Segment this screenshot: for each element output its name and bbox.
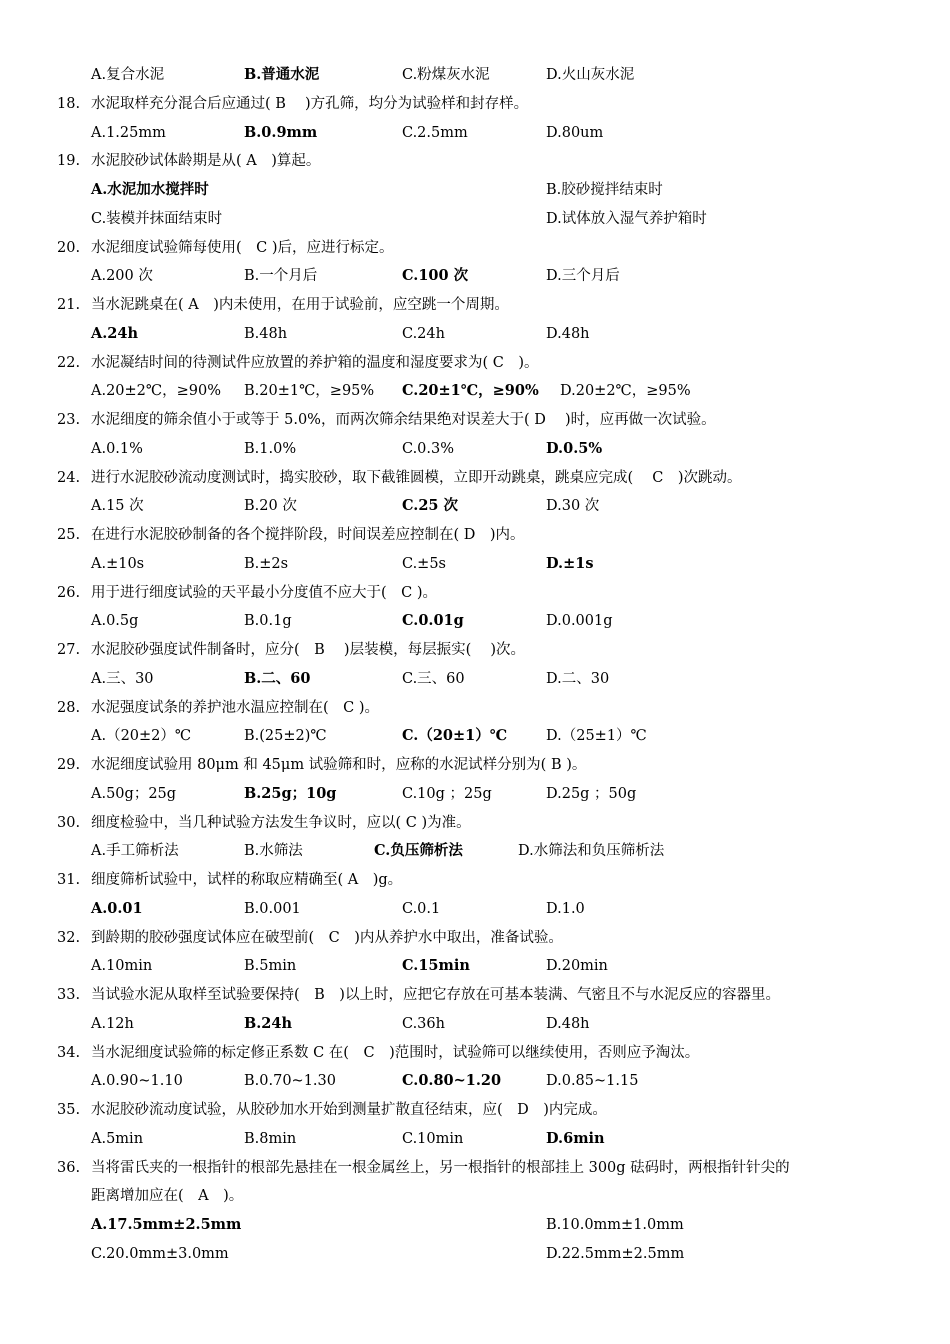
question-number: 33. — [57, 987, 81, 1003]
options-row — [0, 176, 950, 205]
question-text: 水泥胶砂强度试件制备时，应分( B )层装模，每层振实( )次。 — [91, 642, 525, 658]
answer-option: B.10.0mm±1.0mm — [546, 1217, 684, 1233]
options-row — [0, 205, 950, 234]
answer-option: A.5min — [91, 1130, 144, 1147]
question-line — [0, 924, 950, 953]
answer-option: D.20min — [546, 958, 608, 975]
options-row — [0, 722, 950, 751]
options-row — [0, 607, 950, 636]
question-line — [0, 147, 950, 176]
question-number: 29. — [57, 757, 81, 773]
question-line — [0, 866, 950, 895]
question-text: 细度筛析试验中，试样的称取应精确至( A )g。 — [91, 872, 403, 888]
answer-option: B.一个月后 — [244, 268, 318, 285]
question-number: 31. — [57, 872, 81, 888]
answer-option: B.20±1℃，≥95% — [244, 383, 375, 400]
answer-option: A.15 次 — [91, 498, 144, 515]
answer-option: A.20±2℃，≥90% — [91, 383, 222, 400]
question-text: 当试验水泥从取样至试验要保持( B )以上时，应把它存放在可基本装满、气密且不与水泥反应的容器里。 — [91, 987, 780, 1003]
answer-option: A.水泥加水搅拌时 — [91, 181, 209, 198]
answer-option: B.二、60 — [244, 669, 311, 687]
answer-option: D.三个月后 — [546, 268, 620, 285]
answer-option: C.10g ；25g — [402, 785, 492, 802]
question-number: 30. — [57, 814, 81, 831]
question-text: 距离增加应在( A )。 — [91, 1188, 244, 1205]
question-line — [0, 1182, 950, 1211]
answer-option: B.±2s — [244, 555, 289, 572]
question-line — [0, 521, 950, 550]
answer-option: D.0.5% — [546, 439, 603, 457]
options-row — [0, 1211, 950, 1240]
answer-option: C.20.0mm±3.0mm — [91, 1245, 229, 1262]
answer-option: A.1.25mm — [91, 124, 166, 141]
answer-option: D.6min — [546, 1129, 605, 1147]
question-number: 25. — [57, 527, 81, 543]
answer-option: C.0.80~1.20 — [402, 1072, 502, 1090]
answer-option: D.80um — [546, 124, 604, 141]
answer-option: C.0.3% — [402, 440, 455, 457]
question-number: 18. — [57, 95, 81, 112]
answer-option: C.15min — [402, 957, 470, 975]
answer-option: A.（20±2）℃ — [91, 728, 192, 745]
answer-option: C.20±1℃，≥90% — [402, 382, 539, 400]
answer-option: B.5min — [244, 958, 297, 975]
answer-option: C.装模并抹面结束时 — [91, 210, 223, 227]
options-row — [0, 1240, 950, 1269]
answer-option: B.24h — [244, 1014, 293, 1032]
answer-option: A.17.5mm±2.5mm — [91, 1216, 242, 1233]
options-row — [0, 1125, 950, 1154]
options-row — [0, 435, 950, 464]
answer-option: A.复合水泥 — [91, 67, 165, 83]
answer-option: D.0.85~1.15 — [546, 1073, 639, 1090]
answer-option: B.0.9mm — [244, 123, 318, 141]
question-text: 在进行水泥胶砂制备的各个搅拌阶段，时间误差应控制在( D )内。 — [91, 527, 525, 543]
question-text: 当将雷氏夹的一根指针的根部先悬挂在一根金属丝上，另一根指针的根部挂上 300g 砝码时，两根指针针尖的 — [91, 1159, 790, 1176]
question-line — [0, 1154, 950, 1183]
question-text: 当水泥跳桌在( A )内未使用，在用于试验前，应空跳一个周期。 — [91, 297, 509, 313]
question-text: 细度检验中，当几种试验方法发生争议时，应以( C )为准。 — [91, 814, 471, 831]
question-number: 23. — [57, 412, 81, 428]
answer-option: C.负压筛析法 — [374, 842, 463, 860]
question-number: 32. — [57, 929, 81, 946]
question-text: 水泥细度的筛余值小于或等于 5.0%，而两次筛余结果绝对误差大于( D )时，应再做一次试验。 — [91, 412, 716, 428]
answer-option: A.手工筛析法 — [91, 843, 179, 860]
answer-option: D.30 次 — [546, 498, 600, 515]
options-row — [0, 780, 950, 809]
answer-option: A.0.01 — [91, 899, 143, 917]
question-text: 进行水泥胶砂流动度测试时，捣实胶砂，取下截锥圆模，立即开动跳桌，跳桌应完成( C )次跳动。 — [91, 469, 742, 486]
question-text: 水泥取样充分混合后应通过( B )方孔筛，均分为试验样和封存样。 — [91, 95, 529, 112]
question-line — [0, 981, 950, 1010]
question-text: 水泥细度试验用 80μm 和 45μm 试验筛和时，应称的水泥试样分别为( B )。 — [91, 757, 587, 773]
answer-option: D.二、30 — [546, 670, 610, 687]
answer-option: D.（25±1）℃ — [546, 728, 647, 745]
answer-option: A.±10s — [91, 555, 145, 572]
answer-option: D.22.5mm±2.5mm — [546, 1245, 685, 1262]
question-line — [0, 809, 950, 838]
question-line — [0, 636, 950, 665]
answer-option: B.水筛法 — [244, 843, 303, 860]
question-number: 20. — [57, 239, 81, 256]
question-text: 水泥强度试条的养护池水温应控制在( C )。 — [91, 699, 380, 716]
question-line — [0, 406, 950, 435]
answer-option: C.100 次 — [402, 267, 469, 285]
answer-option: A.50g；25g — [91, 785, 177, 802]
question-number: 24. — [57, 469, 81, 486]
answer-option: C.0.1 — [402, 900, 441, 917]
answer-option: D.48h — [546, 1015, 590, 1032]
question-number: 34. — [57, 1044, 81, 1061]
answer-option: C.10min — [402, 1130, 464, 1147]
question-text: 水泥胶砂试体龄期是从( A )算起。 — [91, 153, 321, 170]
answer-option: B.(25±2)℃ — [244, 728, 327, 745]
options-row — [0, 492, 950, 521]
answer-option: C.粉煤灰水泥 — [402, 67, 490, 83]
options-row — [0, 837, 950, 866]
options-row — [0, 61, 950, 90]
answer-option: B.0.001 — [244, 900, 301, 917]
question-line — [0, 90, 950, 119]
answer-option: B.48h — [244, 325, 288, 342]
question-line — [0, 234, 950, 263]
question-line — [0, 751, 950, 780]
answer-option: C.三、60 — [402, 670, 465, 687]
question-text: 水泥胶砂流动度试验，从胶砂加水开始到测量扩散直径结束，应( D )内完成。 — [91, 1102, 607, 1118]
question-number: 36. — [57, 1159, 81, 1176]
answer-option: C.2.5mm — [402, 124, 468, 141]
answer-option: D.试体放入湿气养护箱时 — [546, 210, 707, 227]
answer-option: C.0.01g — [402, 612, 464, 630]
question-text: 到龄期的胶砂强度试体应在破型前( C )内从养护水中取出，准备试验。 — [91, 929, 563, 946]
options-row — [0, 1067, 950, 1096]
question-number: 28. — [57, 699, 81, 716]
answer-option: B.胶砂搅拌结束时 — [546, 182, 663, 198]
question-line — [0, 1039, 950, 1068]
answer-option: D.20±2℃，≥95% — [560, 383, 691, 400]
answer-option: A.0.1% — [91, 440, 143, 457]
answer-option: A.12h — [91, 1015, 134, 1032]
question-number: 27. — [57, 642, 81, 658]
question-number: 19. — [57, 153, 81, 170]
answer-option: D.0.001g — [546, 613, 613, 630]
options-row — [0, 1010, 950, 1039]
options-row — [0, 550, 950, 579]
answer-option: C.（20±1）℃ — [402, 727, 508, 745]
answer-option: A.0.5g — [91, 613, 139, 630]
answer-option: A.10min — [91, 958, 153, 975]
question-line — [0, 464, 950, 493]
options-row — [0, 377, 950, 406]
question-line — [0, 694, 950, 723]
question-number: 26. — [57, 584, 81, 601]
answer-option: B.普通水泥 — [244, 66, 320, 83]
question-number: 22. — [57, 354, 81, 371]
answer-option: D.48h — [546, 325, 590, 342]
question-text: 水泥细度试验筛每使用( C )后，应进行标定。 — [91, 239, 394, 256]
answer-option: B.0.70~1.30 — [244, 1073, 336, 1090]
answer-option: B.1.0% — [244, 440, 297, 457]
answer-option: A.三、30 — [91, 670, 154, 687]
answer-option: A.0.90~1.10 — [91, 1073, 183, 1090]
answer-option: C.±5s — [402, 555, 447, 572]
question-text: 用于进行细度试验的天平最小分度值不应大于( C )。 — [91, 584, 438, 601]
answer-option: B.25g；10g — [244, 784, 337, 802]
question-text: 水泥凝结时间的待测试件应放置的养护箱的温度和湿度要求为( C )。 — [91, 354, 539, 371]
question-number: 35. — [57, 1102, 81, 1118]
answer-option: B.0.1g — [244, 613, 292, 630]
question-line — [0, 579, 950, 608]
answer-option: C.36h — [402, 1015, 445, 1032]
answer-option: D.±1s — [546, 554, 594, 572]
options-row — [0, 952, 950, 981]
options-row — [0, 320, 950, 349]
answer-option: D.水筛法和负压筛析法 — [518, 843, 665, 860]
answer-option: D.25g ；50g — [546, 785, 637, 802]
answer-option: B.20 次 — [244, 498, 297, 515]
options-row — [0, 895, 950, 924]
answer-option: C.25 次 — [402, 497, 459, 515]
answer-option: C.24h — [402, 325, 445, 342]
answer-option: A.200 次 — [91, 268, 153, 285]
question-text: 当水泥细度试验筛的标定修正系数 C 在( C )范围时，试验筛可以继续使用，否则应予淘汰。 — [91, 1044, 700, 1061]
answer-option: D.1.0 — [546, 900, 585, 917]
question-number: 21. — [57, 297, 81, 313]
question-line — [0, 1096, 950, 1125]
question-line — [0, 291, 950, 320]
answer-option: A.24h — [91, 324, 139, 342]
question-line — [0, 349, 950, 378]
options-row — [0, 119, 950, 148]
options-row — [0, 262, 950, 291]
answer-option: D.火山灰水泥 — [546, 67, 635, 83]
answer-option: B.8min — [244, 1130, 297, 1147]
options-row — [0, 665, 950, 694]
